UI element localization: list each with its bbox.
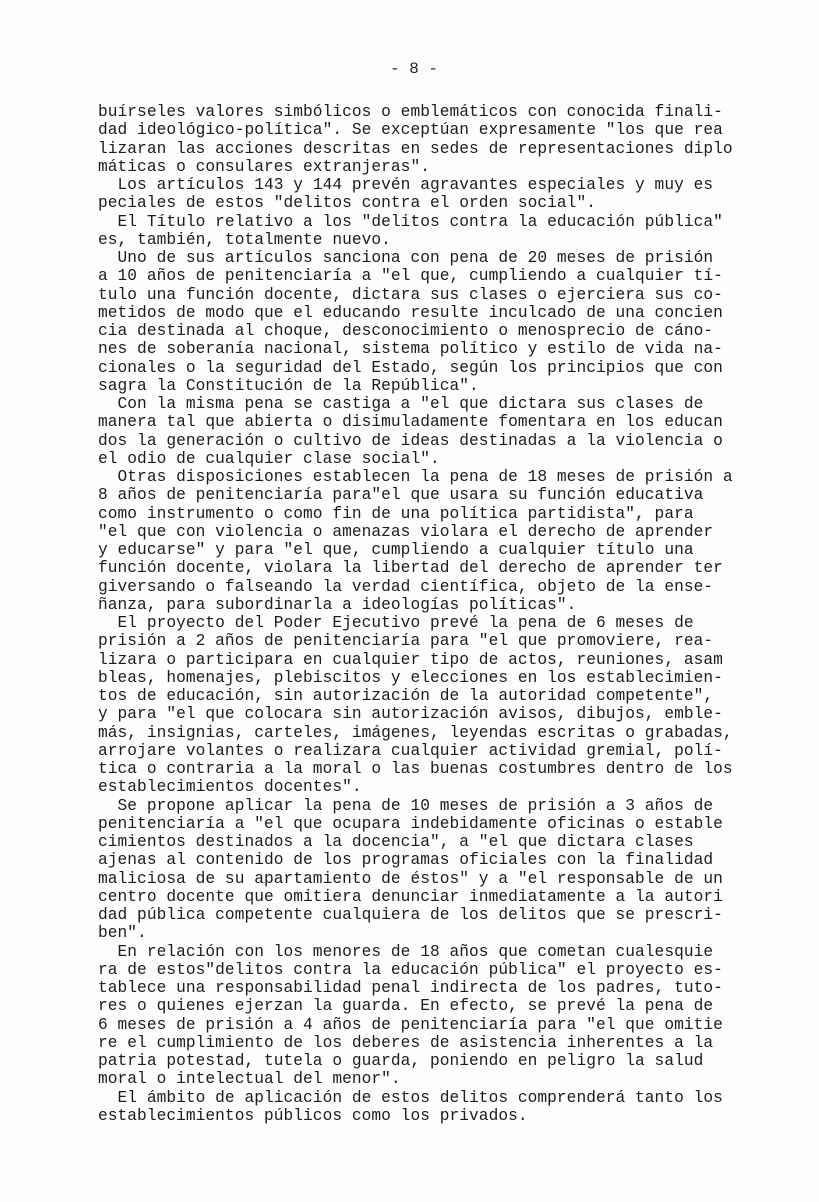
text-line: Con la misma pena se castiga a "el que dictara sus clases de — [98, 395, 704, 413]
text-line: cia destinada al choque, desconocimiento o menosprecio de cáno- — [98, 322, 714, 340]
text-line: y para "el que colocara sin autorización avisos, dibujos, emble- — [98, 705, 723, 724]
text-line: más, insignias, carteles, imágenes, leyendas escritas o grabadas, — [98, 723, 733, 742]
text-line: función docente, violara la libertad del derecho de aprender ter — [98, 559, 723, 578]
text-line: prisión a 2 años de penitenciaría para "el que promoviere, rea- — [98, 632, 714, 651]
text-line: el odio de cualquier clase social". — [98, 449, 440, 468]
text-line: tablece una responsabilidad penal indirecta de los padres, tuto- — [98, 979, 723, 997]
text-line: lizaran las acciones descritas en sedes de representaciones diplo — [98, 139, 733, 158]
text-line: Otras disposiciones establecen la pena de 18 meses de prisión a — [98, 468, 733, 486]
body-text — [98, 103, 810, 1125]
text-line: cionales o la seguridad del Estado, según los principios que con — [98, 358, 723, 377]
text-line: giversando o falseando la verdad científica, objeto de la ense- — [98, 577, 714, 596]
text-line: buírseles valores simbólicos o emblemáticos con conocida finali- — [98, 103, 723, 121]
page-number: - 8 - — [390, 60, 439, 78]
text-line: El Título relativo a los "delitos contra la educación pública" — [98, 212, 723, 231]
text-line: Uno de sus artículos sanciona con pena de 20 meses de prisión — [98, 249, 714, 267]
text-line: res o quienes ejerzan la guarda. En efecto, se prevé la pena de — [98, 997, 714, 1016]
text-line: Los artículos 143 y 144 prevén agravantes especiales y muy es — [98, 176, 714, 194]
text-line: El ámbito de aplicación de estos delitos comprenderá tanto los — [98, 1088, 723, 1107]
text-line: El proyecto del Poder Ejecutivo prevé la pena de 6 meses de — [98, 614, 694, 632]
text-line: dad pública competente cualquiera de los delitos que se prescri- — [98, 906, 723, 924]
text-line: manera tal que abierta o disimuladamente fomentara en los educan — [98, 413, 723, 432]
text-line: ñanza, para subordinarla a ideologías políticas". — [98, 595, 577, 614]
text-line: nes de soberanía nacional, sistema político y estilo de vida na- — [98, 340, 723, 359]
text-line: 8 años de penitenciaría para"el que usara su función educativa — [98, 486, 704, 505]
text-line: sagra la Constitución de la República". — [98, 376, 479, 395]
text-line: establecimientos docentes". — [98, 778, 362, 797]
text-line: arrojare volantes o realizara cualquier actividad gremial, polí- — [98, 741, 723, 760]
text-line: ajenas al contenido de los programas oficiales con la finalidad — [98, 851, 714, 870]
text-line: maliciosa de su apartamiento de éstos" y a "el responsable de un — [98, 869, 723, 888]
text-line: establecimientos públicos como los privados. — [98, 1106, 528, 1125]
text-line: ra de estos"delitos contra la educación pública" el proyecto es- — [98, 960, 723, 979]
text-line: cimientos destinados a la docencia", a "el que dictara clases — [98, 833, 694, 851]
text-line: tos de educación, sin autorización de la autoridad competente", — [98, 687, 714, 705]
text-line: ben". — [98, 924, 147, 943]
text-line: centro docente que omitiera denunciar inmediatamente a la autori — [98, 887, 723, 906]
text-line: moral o intelectual del menor". — [98, 1070, 401, 1089]
text-line: penitenciaría a "el que ocupara indebidamente oficinas o estable — [98, 814, 723, 833]
text-line: como instrumento o como fin de una política partidista", para — [98, 504, 694, 523]
text-line: dad ideológico-política". Se exceptúan expresamente "los que rea — [98, 121, 723, 140]
text-line: En relación con los menores de 18 años que cometan cualesquie — [98, 942, 714, 961]
text-line: Se propone aplicar la pena de 10 meses de prisión a 3 años de — [98, 796, 714, 815]
text-line: y educarse" y para "el que, cumpliendo a cualquier título una — [98, 541, 694, 559]
text-line: "el que con violencia o amenazas violara el derecho de aprender — [98, 522, 714, 541]
text-line: es, también, totalmente nuevo. — [98, 230, 391, 249]
text-line: 6 meses de prisión a 4 años de penitenciaría para "el que omitie — [98, 1015, 723, 1034]
text-line: tica o contraria a la moral o las buenas costumbres dentro de los — [98, 760, 733, 778]
text-line: lizara o participara en cualquier tipo de actos, reuniones, asam — [98, 650, 723, 669]
text-line: metidos de modo que el educando resulte inculcado de una concien — [98, 303, 723, 322]
text-line: patria potestad, tutela o guarda, poniendo en peligro la salud — [98, 1052, 704, 1070]
text-line: máticas o consulares extranjeras". — [98, 157, 430, 176]
text-line: a 10 años de penitenciaría a "el que, cumpliendo a cualquier tí- — [98, 267, 723, 286]
text-line: re el cumplimiento de los deberes de asistencia inherentes a la — [98, 1033, 714, 1052]
text-line: tulo una función docente, dictara sus clases o ejerciera sus co- — [98, 285, 723, 304]
text-line: bleas, homenajes, plebiscitos y elecciones en los establecimien- — [98, 668, 723, 687]
text-line: peciales de estos "delitos contra el orden social". — [98, 194, 596, 213]
text-line: dos la generación o cultivo de ideas destinadas a la violencia o — [98, 431, 723, 450]
